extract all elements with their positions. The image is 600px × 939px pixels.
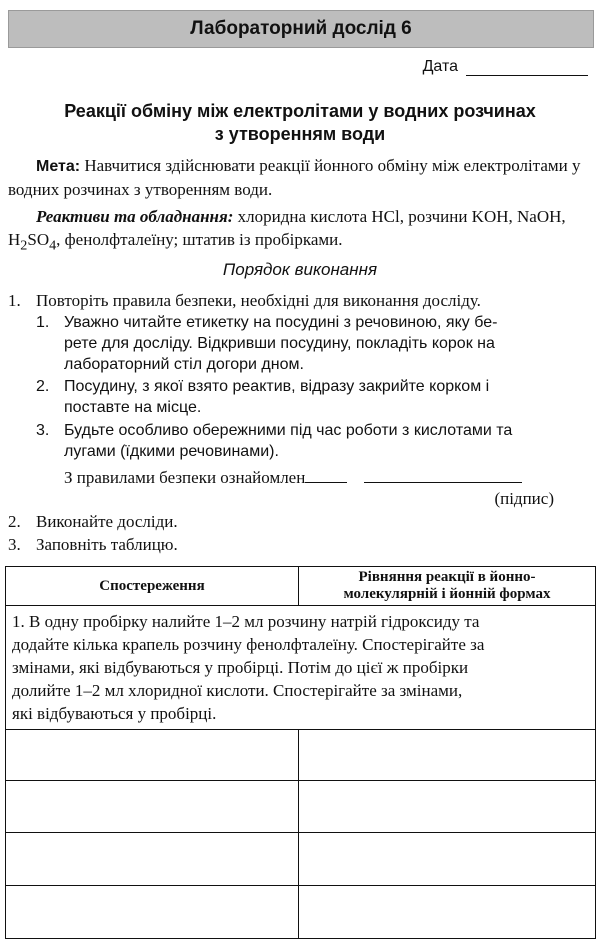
equation-cell[interactable] bbox=[299, 886, 596, 939]
date-row bbox=[423, 58, 588, 76]
experiment-title bbox=[0, 100, 600, 146]
table-row bbox=[6, 781, 596, 833]
acknowledge-text: З правилами безпеки ознайомлен bbox=[64, 468, 306, 487]
observation-cell[interactable] bbox=[6, 781, 299, 833]
reagents-sub-1: 2 bbox=[20, 237, 28, 254]
reagents-text-mid: SO bbox=[27, 230, 50, 249]
equation-cell[interactable] bbox=[299, 833, 596, 886]
rule-1: 1. Уважно читайте етикетку на посудині з речовиною, яку бе- рете для досліду. Відкривши посудину, покладіть корок на лабораторний стіл догори дном. bbox=[36, 314, 498, 373]
goal-text: Навчитися здійснювати реакції йонного обміну між електролітами у водних розчинах з утворенням води. bbox=[8, 156, 581, 199]
observation-header: Спостереження bbox=[6, 567, 299, 606]
table-row bbox=[6, 833, 596, 886]
signature-line[interactable] bbox=[364, 466, 522, 483]
title-line-2: з утворенням води bbox=[214, 124, 386, 144]
experiment-description-row bbox=[6, 606, 596, 730]
reagents-text-end: , фенолфталеїну; штатив із пробірками. bbox=[56, 230, 343, 249]
signature-label: (підпис) bbox=[494, 489, 554, 508]
lab-title: Лабораторний дослід 6 bbox=[190, 18, 412, 39]
reagents-paragraph bbox=[8, 205, 594, 257]
goal-label: Мета: bbox=[36, 158, 81, 175]
date-label: Дата bbox=[422, 58, 458, 75]
reagents-label: Реактиви та обладнання: bbox=[36, 207, 234, 226]
safety-acknowledgement bbox=[64, 466, 596, 488]
results-table bbox=[5, 566, 596, 939]
equation-cell[interactable] bbox=[299, 781, 596, 833]
equation-header: Рівняння реакції в йонно- молекулярній і йонній формах bbox=[299, 567, 596, 606]
acknowledge-suffix-line[interactable] bbox=[305, 466, 347, 483]
observation-cell[interactable] bbox=[6, 730, 299, 781]
table-header-row bbox=[6, 567, 596, 606]
rule-3: 3. Будьте особливо обережними під час роботи з кислотами та лугами (їдкими речовинами). bbox=[36, 422, 513, 460]
lab-title-banner bbox=[8, 10, 594, 48]
observation-cell[interactable] bbox=[6, 886, 299, 939]
procedure-heading: Порядок виконання bbox=[222, 260, 378, 279]
equation-cell[interactable] bbox=[299, 730, 596, 781]
rule-2: 2. Посудину, з якої взято реактив, відразу закрийте корком і поставте на місце. bbox=[36, 378, 490, 416]
date-input-line[interactable] bbox=[466, 59, 588, 76]
table-row bbox=[6, 886, 596, 939]
reagents-text-start: хлоридна кислота HCl, розчини KOH, NaOH, H bbox=[8, 207, 566, 249]
title-line-1: Реакції обміну між електролітами у водних розчинах bbox=[64, 101, 536, 121]
goal-paragraph bbox=[8, 154, 594, 201]
experiment-description: 1. В одну пробірку налийте 1–2 мл розчину натрій гідроксиду та додайте кілька крапель розчину фенолфталеїну. Спостерігайте за змінами, які відбуваються у пробірці. Потім до цієї ж пробірки долийте 1–2 мл хлоридної кислоти. Спостерігайте за змінами, які відбуваються у пробірці. bbox=[6, 606, 596, 730]
reagents-sub-2: 4 bbox=[49, 237, 57, 254]
table-row bbox=[6, 730, 596, 781]
observation-cell[interactable] bbox=[6, 833, 299, 886]
step-1-text: Повторіть правила безпеки, необхідні для виконання досліду. bbox=[36, 291, 481, 310]
